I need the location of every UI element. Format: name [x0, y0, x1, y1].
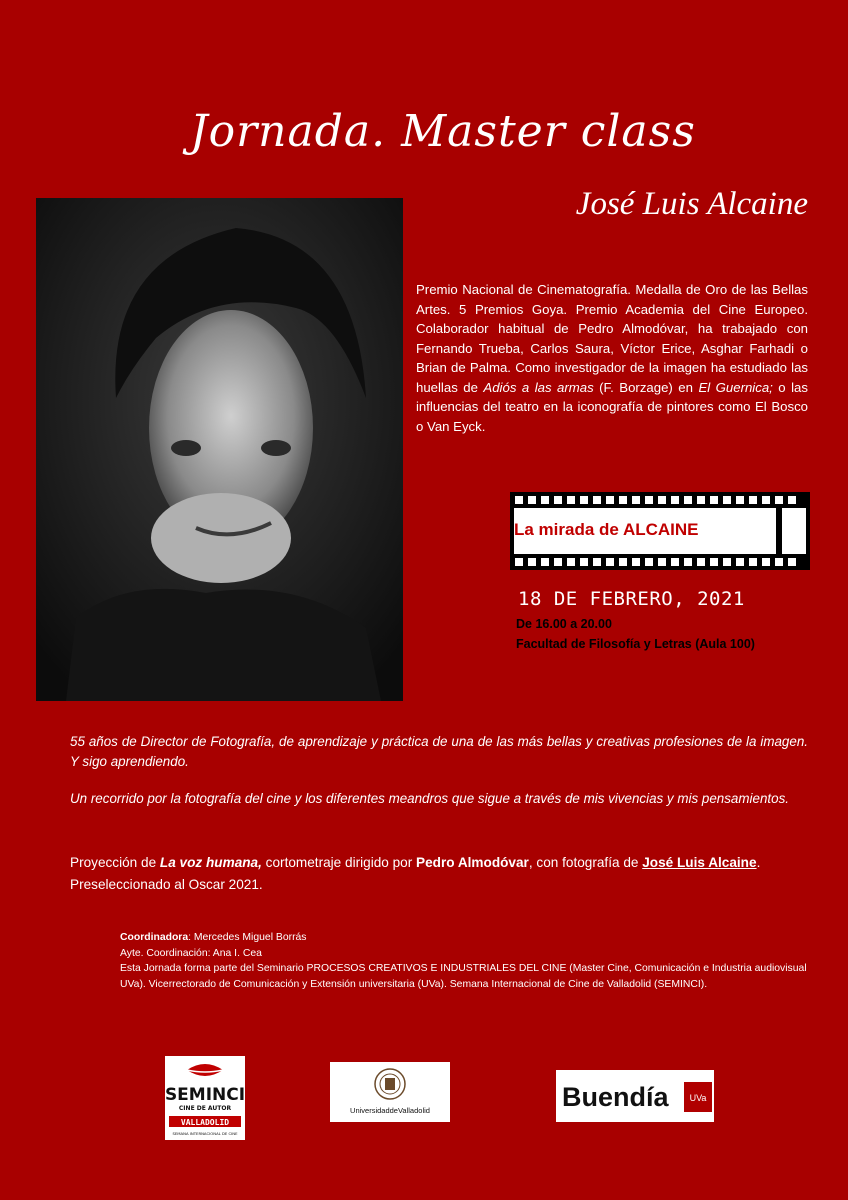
- proj-text-end: .: [756, 855, 761, 870]
- bio-text-2: (F. Borzage) en: [593, 379, 699, 395]
- film-holes-bottom: [510, 558, 810, 566]
- proj-oscar-note: Preseleccionado al Oscar 2021.: [70, 877, 263, 892]
- credits-description: Esta Jornada forma parte del Seminario PROCESOS CREATIVOS E INDUSTRIALES DEL CINE (Master Cine, Comunicación e Industria audiovisual UVa). Vicerrectorado de Comunicación y Extensión universitaria (UVa). Semana Internacional de Cine de Valladolid (SEMINCI).: [120, 963, 807, 990]
- uva-name: UniversidaddeValladolid: [350, 1106, 430, 1115]
- speaker-name: José Luis Alcaine: [575, 186, 808, 222]
- event-venue: Facultad de Filosofía y Letras (Aula 100): [516, 637, 755, 651]
- credits-block: [120, 930, 820, 992]
- seminci-fullname: SEMANA INTERNACIONAL DE CINE: [172, 1131, 238, 1136]
- bio-artwork-title: El Guernica;: [698, 379, 773, 395]
- proj-director: Pedro Almodóvar: [416, 855, 529, 870]
- film-holes-top: [510, 496, 810, 504]
- quote-paragraph-1: 55 años de Director de Fotografía, de aprendizaje y práctica de una de las más bellas y creativas profesiones de la imagen. Y sigo aprendiendo.: [70, 734, 808, 769]
- ayte-coord: Ayte. Coordinación: Ana I. Cea: [120, 947, 262, 959]
- proj-text-pre: Proyección de: [70, 855, 160, 870]
- uva-logo: [330, 1062, 450, 1122]
- projection-paragraph: [70, 852, 810, 896]
- film-strip: [510, 492, 810, 570]
- quote-paragraph-2: Un recorrido por la fotografía del cine y los diferentes meandros que sigue a través de mis vivencias y mis pensamientos.: [70, 791, 789, 806]
- bio-film-title: Adiós a las armas: [483, 379, 594, 395]
- bio-paragraph: [416, 280, 808, 436]
- seminci-city: VALLADOLID: [180, 1118, 230, 1127]
- proj-text-mid2: , con fotografía de: [528, 855, 643, 870]
- film-label: La mirada de ALCAINE: [514, 520, 699, 539]
- event-time: De 16.00 a 20.00: [516, 617, 612, 631]
- seminci-logo: [165, 1056, 245, 1140]
- film-frame-small: [782, 508, 806, 554]
- speaker-photo: [36, 198, 403, 701]
- coord-label: Coordinadora: [120, 932, 189, 943]
- proj-film-title: La voz humana,: [159, 855, 262, 870]
- bio-text-3: o las influencias del teatro en la iconografía de pintores como El Bosco o Van Eyck.: [416, 379, 808, 434]
- coord-value: : Mercedes Miguel Borrás: [188, 932, 307, 943]
- buendia-logo: [556, 1070, 714, 1122]
- seminci-wordmark: SEMINCI: [165, 1085, 245, 1105]
- event-date: 18 DE FEBRERO, 2021: [518, 588, 745, 610]
- proj-text-mid: cortometraje dirigido por: [261, 855, 417, 870]
- page-title: Jornada. Master class: [190, 106, 696, 157]
- film-frame-main: [514, 508, 776, 554]
- buendia-uva-tag: UVa: [689, 1093, 707, 1103]
- bio-text-1: Premio Nacional de Cinematografía. Medalla de Oro de las Bellas Artes. 5 Premios Goya. Premio Academia del Cine Europeo. Colaborador habitual de Pedro Almodóvar, ha trabajado con Fernando Trueba, Carlos Saura, Víctor Erice, Asghar Farhadi o Brian de Palma. Como investigador de la imagen ha estudiado las huellas de: [416, 282, 808, 395]
- proj-dop: José Luis Alcaine: [642, 855, 757, 870]
- buendia-wordmark: Buendía: [562, 1082, 669, 1112]
- seminci-subtitle: CINE DE AUTOR: [178, 1105, 232, 1112]
